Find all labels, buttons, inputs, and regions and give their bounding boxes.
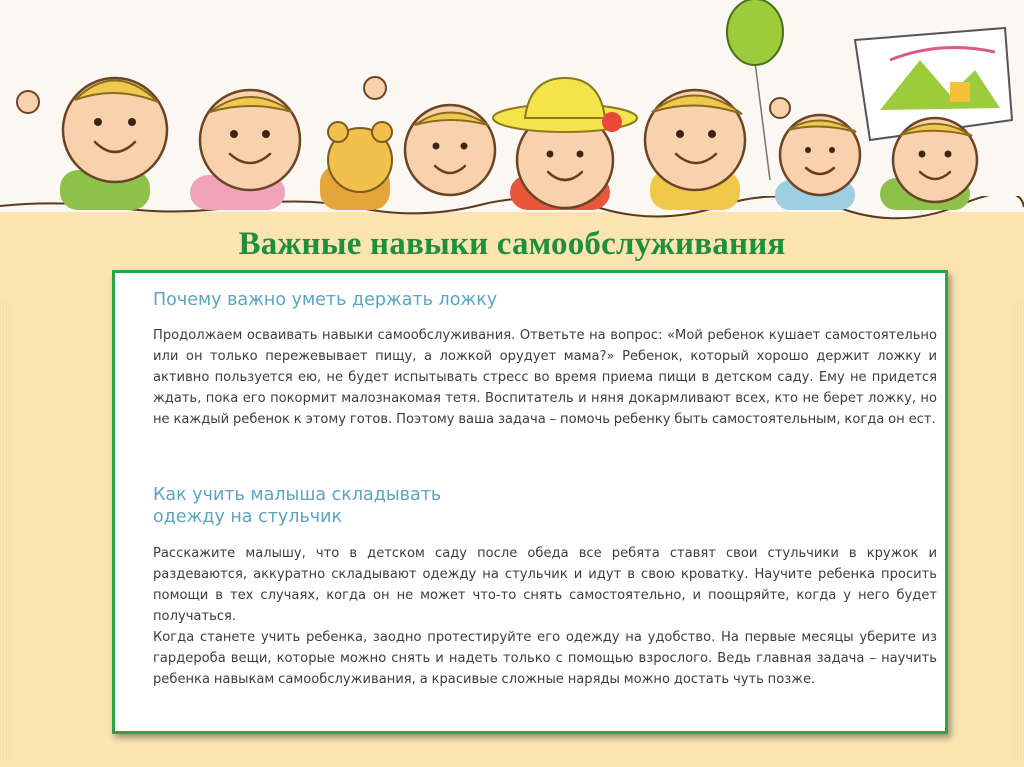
slide-title: Важные навыки самообслуживания <box>238 226 786 262</box>
section-body-clothes <box>153 543 937 690</box>
right-decor-lines <box>1014 300 1024 760</box>
section-body-spoon <box>153 325 937 430</box>
paragraph: Расскажите малышу, что в детском саду после обеда все ребята ставят свои стульчики в кружок и раздеваются, аккуратно складывают одежду на стульчик и идут в свою кроватку. Научите ребенка просить помощи в тех случаях, когда он не может что-то снять самостоятельно, и поощряйте, когда у него будет получаться. <box>153 546 937 624</box>
teddy-bear-icon <box>328 122 392 192</box>
left-decor-lines <box>0 300 10 760</box>
section-heading-spoon: Почему важно уметь держать ложку <box>153 290 498 310</box>
article-card <box>112 270 948 734</box>
paragraph: Когда станете учить ребенка, заодно протестируйте его одежду на удобство. На первые месяцы уберите из гардероба вещи, которые можно снять и надеть только с помощью взрослого. Ведь главная задача – научить ребенка навыкам самообслуживания, а красивые сложные наряды можно достать чуть позже. <box>153 630 937 687</box>
paragraph: Продолжаем осваивать навыки самообслуживания. Ответьте на вопрос: «Мой ребенок кушает самостоятельно или он только пережевывает пищу, а ложкой орудует мама?» Ребенок, который хорошо держит ложку и активно пользуется ею, не будет испытывать стресс во время приема пищи в детском саду. Ему не придется ждать, пока его покормит малознакомая тетя. Воспитатель и няня докармливают всех, кто не берет ложку, но не каждый ребенок к этому готов. Поэтому ваша задача – помочь ребенку быть самостоятельным, когда он ест. <box>153 328 937 427</box>
heading-line: одежду на стульчик <box>153 507 343 527</box>
children-illustration <box>0 0 1024 222</box>
sun-hat-icon <box>493 78 637 132</box>
section-heading-clothes <box>153 484 441 528</box>
heading-line: Как учить малыша складывать <box>153 485 442 505</box>
